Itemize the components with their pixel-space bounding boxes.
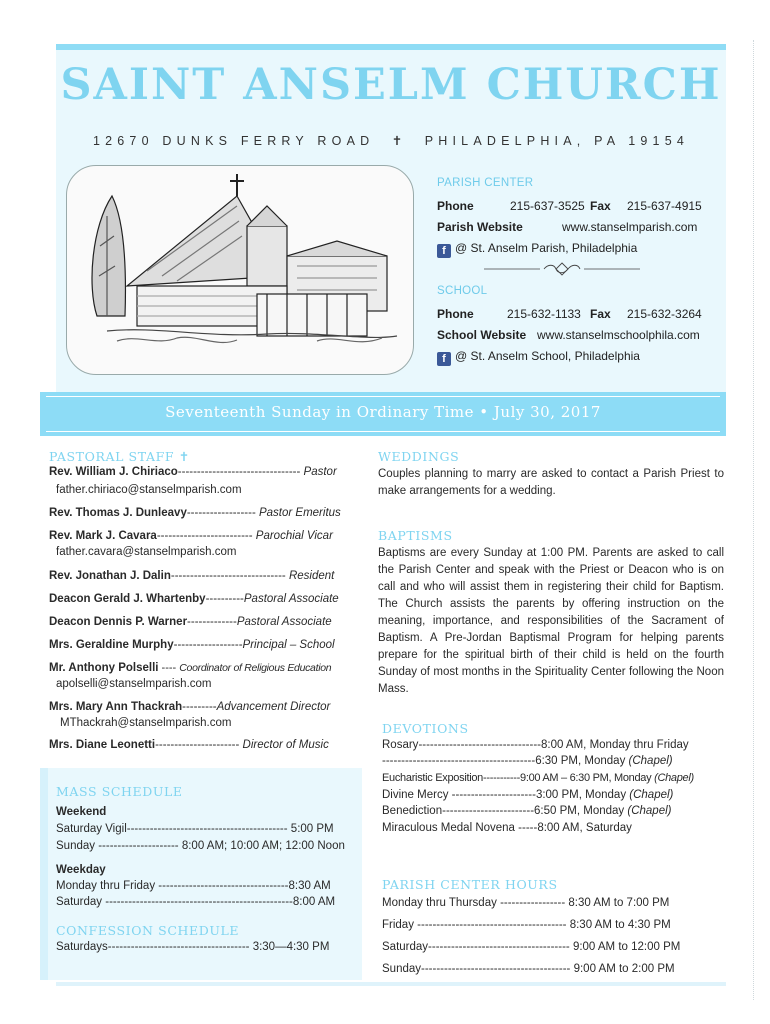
bottom-accent-bar: [56, 982, 726, 986]
parish-center-block: [437, 177, 702, 259]
facebook-icon: f: [437, 244, 451, 258]
leader-dots: --------------------------------: [177, 466, 301, 478]
devotion-name: Benediction: [382, 805, 443, 817]
staff-row: [49, 739, 347, 751]
parish-website-row: [437, 217, 698, 238]
hours-row: [382, 963, 675, 975]
hours-time: 9:00 AM to 12:00 PM: [572, 941, 681, 953]
facebook-icon: f: [437, 352, 451, 366]
confession-time: 3:30—4:30 PM: [252, 941, 330, 953]
leader-dots: ---------------------------------------: [417, 919, 567, 931]
devotion-note: (Chapel): [627, 805, 672, 817]
devotion-time: 3:00 PM, Monday: [535, 789, 627, 801]
parish-phone-row: [437, 196, 702, 217]
mass-day: Sunday: [56, 840, 96, 852]
mass-time: 8:30 AM: [288, 880, 331, 892]
leader-dots: -----------------: [500, 897, 566, 909]
devotion-name: Divine Mercy: [382, 789, 449, 801]
weddings-heading: WEDDINGS: [378, 449, 460, 464]
leader-dots: ----------------------: [451, 789, 536, 801]
address-city: PHILADELPHIA, PA 19154: [424, 134, 690, 148]
parish-fax: 215-637-4915: [627, 199, 702, 213]
devotion-row: [382, 822, 632, 834]
confession-day: Saturdays: [56, 941, 108, 953]
confession-heading: CONFESSION SCHEDULE: [56, 923, 240, 938]
staff-role: Principal – School: [242, 639, 335, 651]
weekday-label: Weekday: [56, 864, 106, 876]
leader-dots: ------------------------------------------: [126, 823, 288, 835]
staff-email[interactable]: father.cavara@stanselmparish.com: [56, 546, 237, 558]
mass-schedule-panel-edge: [40, 768, 48, 980]
school-block: [437, 285, 702, 367]
devotions-heading: DEVOTIONS: [382, 721, 469, 736]
school-website-label: School Website: [437, 328, 527, 342]
devotion-note: (Chapel): [629, 789, 674, 801]
staff-name: Mr. Anthony Polselli: [49, 662, 159, 674]
staff-role: Advancement Director: [216, 701, 331, 713]
staff-row: [49, 466, 347, 478]
devotion-time: 8:00 AM, Saturday: [537, 822, 632, 834]
devotion-note: (Chapel): [654, 772, 694, 784]
mass-day: Monday thru Friday: [56, 880, 156, 892]
leader-dots: ------------------------------: [170, 570, 286, 582]
hours-time: 9:00 AM to 2:00 PM: [573, 963, 675, 975]
staff-email[interactable]: MThackrah@stanselmparish.com: [60, 717, 232, 729]
staff-role: Parochial Vicar: [255, 530, 333, 542]
staff-name: Deacon Gerald J. Whartenby: [49, 593, 206, 605]
hours-time: 8:30 AM to 7:00 PM: [568, 897, 670, 909]
staff-name: Mrs. Mary Ann Thackrah: [49, 701, 183, 713]
page-edge-rule: [753, 40, 763, 1000]
hours-day: Sunday: [382, 963, 422, 975]
devotion-name: Miraculous Medal Novena: [382, 822, 515, 834]
weddings-text: Couples planning to marry are asked to contact a Parish Priest to make arrangements for a wedding.: [378, 468, 724, 497]
staff-name: Rev. Mark J. Cavara: [49, 530, 157, 542]
staff-email[interactable]: apolselli@stanselmparish.com: [56, 678, 212, 690]
parish-facebook-text: @ St. Anselm Parish, Philadelphia: [455, 241, 638, 255]
leader-dots: -------------------------------------: [428, 941, 570, 953]
leader-dots: -----------: [483, 772, 521, 784]
parish-facebook-row[interactable]: [437, 238, 637, 259]
parish-website-label: Parish Website: [437, 220, 523, 234]
school-fax-label: Fax: [590, 307, 611, 321]
leader-dots: -------------------------------------------------: [105, 896, 293, 908]
hours-day: Friday: [382, 919, 414, 931]
leader-dots: -------------------------------------: [107, 941, 250, 953]
church-address: [56, 133, 726, 148]
hours-day: Monday thru Thursday: [382, 897, 497, 909]
church-illustration: [66, 165, 414, 375]
leader-dots: ---------------------------------------: [421, 963, 571, 975]
staff-name: Mrs. Diane Leonetti: [49, 739, 156, 751]
devotion-row: [382, 755, 673, 767]
leader-dots: ---------------------: [98, 840, 179, 852]
leader-dots: -----: [518, 822, 538, 834]
address-street: 12670 DUNKS FERRY ROAD: [92, 134, 375, 148]
staff-role: Coordinator of Religious Education: [179, 662, 332, 674]
devotion-time: 6:30 PM, Monday: [535, 755, 626, 767]
devotion-time: 9:00 AM – 6:30 PM, Monday: [520, 772, 652, 784]
staff-row: [49, 616, 347, 628]
devotion-row: [382, 739, 689, 751]
staff-row: [49, 507, 347, 519]
parish-center-heading: PARISH CENTER: [437, 177, 534, 189]
staff-role: Resident: [288, 570, 335, 582]
parish-website-link[interactable]: www.stanselmparish.com: [562, 220, 698, 234]
mass-row: [56, 896, 350, 908]
school-phone-row: [437, 304, 702, 325]
school-phone-label: Phone: [437, 307, 474, 321]
devotion-row: [382, 772, 694, 784]
leader-dots: -------------: [187, 616, 237, 628]
school-facebook-text: @ St. Anselm School, Philadelphia: [455, 349, 640, 363]
devotion-name: Rosary: [382, 739, 419, 751]
parish-fax-label: Fax: [590, 199, 611, 213]
pastoral-staff-heading: PASTORAL STAFF ✝: [49, 449, 190, 464]
cross-icon: ✝: [391, 134, 408, 148]
hours-row: [382, 941, 680, 953]
staff-row: [49, 570, 347, 582]
leader-dots: ----------: [205, 593, 244, 605]
school-phone[interactable]: 215-632-1133: [507, 307, 581, 321]
mass-time: 5:00 PM: [290, 823, 334, 835]
hours-row: [382, 919, 671, 931]
devotion-time: 6:50 PM, Monday: [534, 805, 625, 817]
school-heading: SCHOOL: [437, 285, 488, 297]
mass-day: Saturday: [56, 896, 103, 908]
leader-dots: ---------: [182, 701, 217, 713]
staff-role: Pastor: [303, 466, 337, 478]
mass-time: 8:00 AM: [292, 896, 336, 908]
staff-row: [49, 639, 347, 651]
staff-name: Deacon Dennis P. Warner: [49, 616, 188, 628]
mass-schedule-heading: MASS SCHEDULE: [56, 784, 183, 799]
staff-row: [49, 530, 347, 542]
school-facebook-row[interactable]: [437, 346, 640, 367]
staff-name: Rev. Jonathan J. Dalin: [49, 570, 171, 582]
hours-day: Saturday: [382, 941, 429, 953]
parish-phone[interactable]: 215-637-3525: [510, 199, 585, 213]
leader-dots: --------------------------------: [418, 739, 541, 751]
parish-phone-label: Phone: [437, 199, 474, 213]
parish-hours-heading: PARISH CENTER HOURS: [382, 877, 558, 892]
ornamental-divider-icon: [484, 262, 640, 276]
leader-dots: ------------------: [173, 639, 243, 651]
mass-row: [56, 880, 350, 892]
school-website-row: [437, 325, 700, 346]
devotion-name: Eucharistic Exposition: [382, 772, 484, 784]
leader-dots: ----: [161, 662, 177, 674]
mass-row: [56, 823, 350, 835]
staff-row: [49, 701, 347, 713]
staff-role: Pastoral Associate: [236, 616, 332, 628]
devotion-note: (Chapel): [628, 755, 673, 767]
staff-email[interactable]: father.chiriaco@stanselmparish.com: [56, 484, 242, 496]
leader-dots: ----------------------------------: [158, 880, 289, 892]
devotion-time: 8:00 AM, Monday thru Friday: [540, 739, 689, 751]
leader-dots: ------------------------: [442, 805, 535, 817]
liturgical-date: Seventeenth Sunday in Ordinary Time • July 30, 2017: [165, 403, 601, 421]
devotion-row: [382, 805, 671, 817]
staff-row: [49, 593, 347, 605]
mass-day: Saturday Vigil: [56, 823, 127, 835]
confession-row: [56, 941, 350, 953]
leader-dots: -------------------------: [156, 530, 253, 542]
staff-role: Director of Music: [242, 739, 329, 751]
leader-dots: ----------------------: [155, 739, 240, 751]
staff-role: Pastor Emeritus: [258, 507, 341, 519]
staff-name: Rev. William J. Chiriaco: [49, 466, 178, 478]
baptisms-text: Baptisms are every Sunday at 1:00 PM. Parents are asked to call the Parish Center and speak with the Priest or Deacon who is on call and who will assist them in registering their child for Baptism. The Church assists the parents by offering instruction on the meaning, importance, and responsibilities of the Sacrament of Baptism. A Pre-Jordan Baptismal Program for helping parents prepare for the spiritual birth of their child is held on the fourth Sunday of most months in the Spirituality Center following the Noon Mass.: [378, 547, 724, 695]
hours-time: 8:30 AM to 4:30 PM: [569, 919, 671, 931]
baptisms-heading: BAPTISMS: [378, 528, 453, 543]
leader-dots: ------------------: [186, 507, 256, 519]
church-title: SAINT ANSELM CHURCH: [60, 60, 722, 110]
mass-row: [56, 840, 350, 852]
staff-role: Pastoral Associate: [243, 593, 339, 605]
church-drawing-icon: [67, 166, 414, 375]
school-fax: 215-632-3264: [627, 307, 702, 321]
staff-row: [49, 662, 347, 674]
mass-time: 8:00 AM; 10:00 AM; 12:00 Noon: [181, 840, 345, 852]
staff-name: Mrs. Geraldine Murphy: [49, 639, 174, 651]
hours-row: [382, 897, 669, 909]
staff-name: Rev. Thomas J. Dunleavy: [49, 507, 187, 519]
leader-dots: ----------------------------------------: [382, 755, 536, 767]
devotion-row: [382, 789, 673, 801]
weekend-label: Weekend: [56, 806, 107, 818]
school-website-link[interactable]: www.stanselmschoolphila.com: [537, 328, 700, 342]
